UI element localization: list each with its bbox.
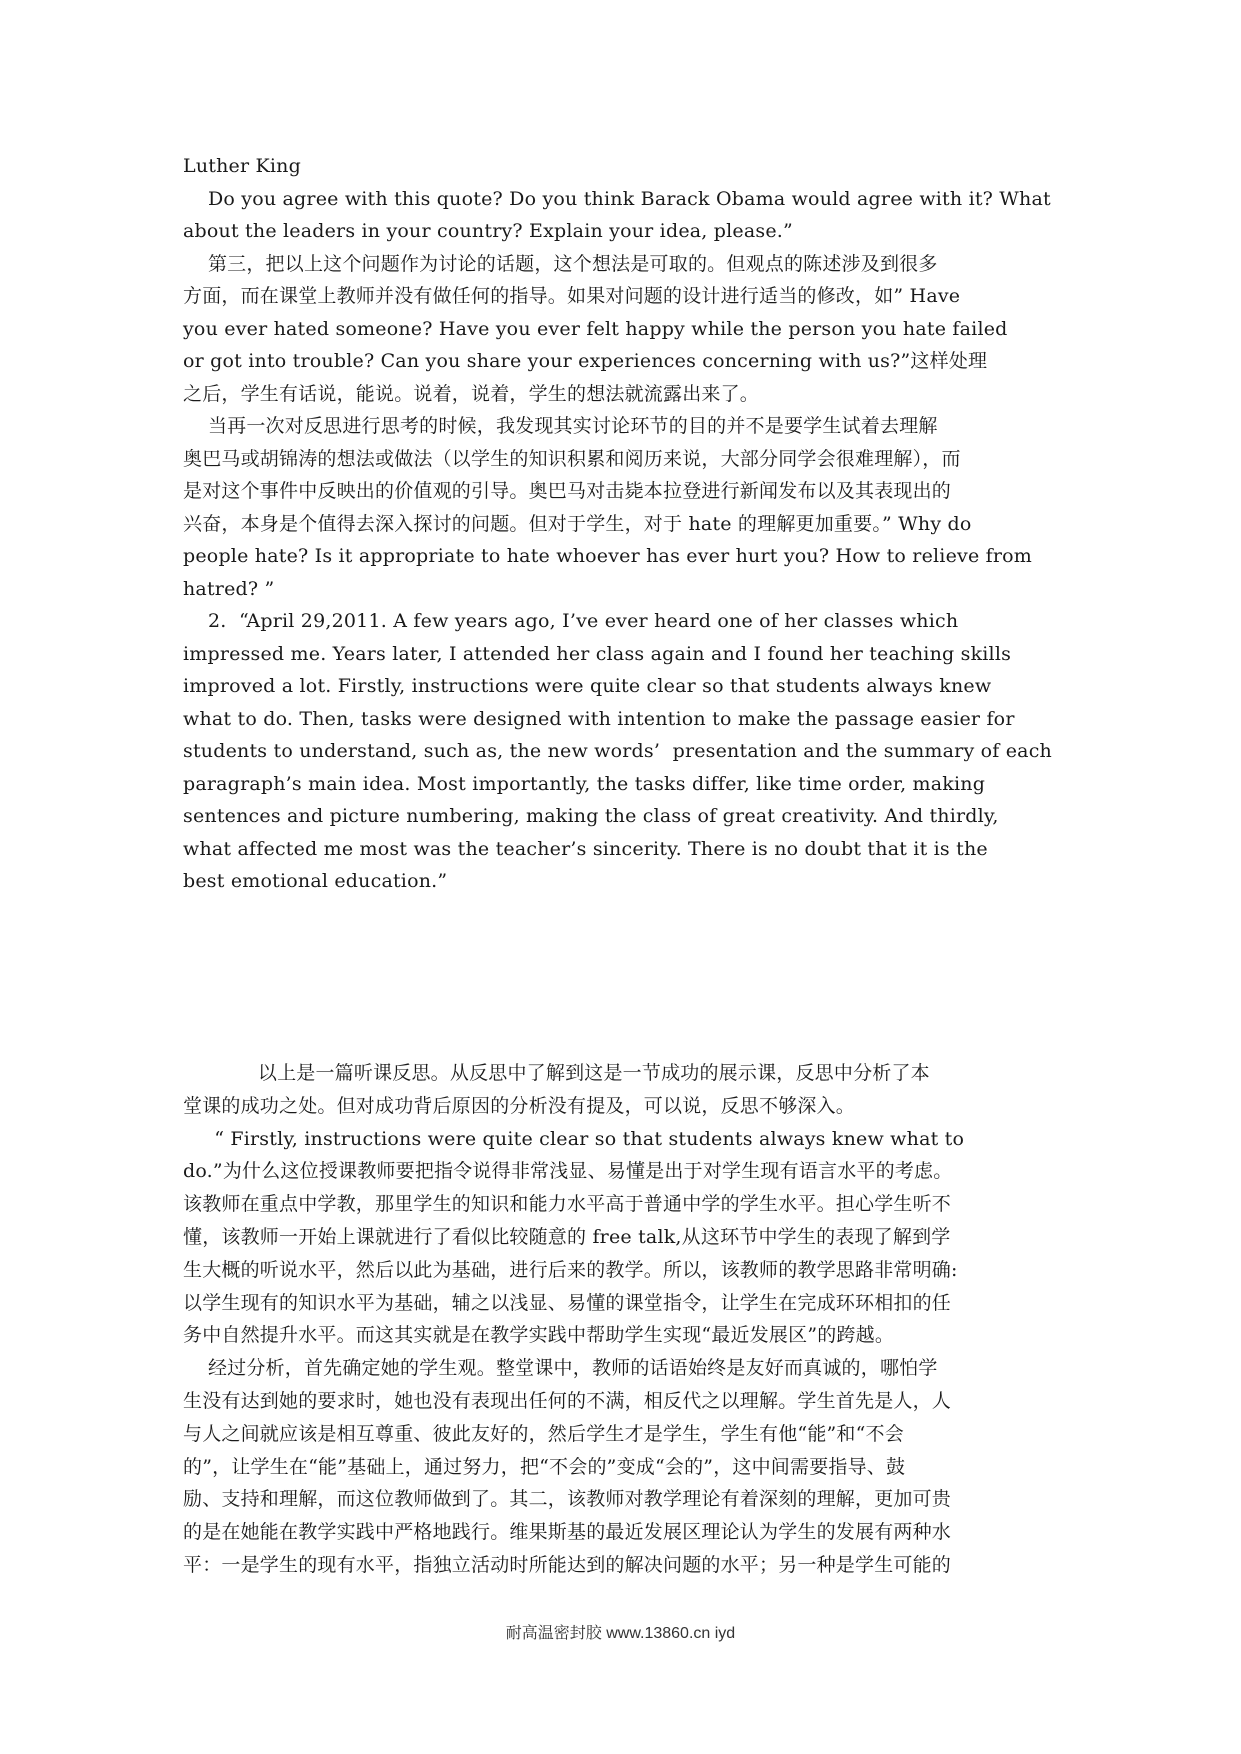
text-line: improved a lot. Firstly, instructions were quite clear so that students always knew — [183, 675, 992, 697]
text-line: sentences and picture numbering, making the class of great creativity. And thirdly, — [183, 805, 999, 827]
text-line: 务中自然提升水平。而这其实就是在教学实践中帮助学生实现“最近发展区”的跨越。 — [183, 1324, 895, 1347]
text-line: what affected me most was the teacher’s sincerity. There is no doubt that it is the — [183, 837, 988, 860]
text-line: 该教师在重点中学教，那里学生的知识和能力水平高于普通中学的学生水平。担心学生听不 — [183, 1193, 952, 1216]
text-line: 生大概的听说水平，然后以此为基础，进行后来的教学。所以，该教师的教学思路非常明确: — [183, 1258, 958, 1281]
text-line: 2. “April 29,2011. A few years ago, I’ve ever heard one of her classes which — [183, 610, 959, 632]
text-line: impressed me. Years later, I attended her class again and I found her teaching skills — [183, 642, 1012, 665]
text-line: “ Firstly, instructions were quite clear so that students always knew what to — [183, 1127, 965, 1150]
text-line: 平：一是学生的现有水平，指独立活动时所能达到的解决问题的水平；另一种是学生可能的 — [183, 1553, 952, 1576]
text-line: Luther King — [183, 155, 301, 177]
text-line: or got into trouble? Can you share your experiences concerning with us?”这样处理 — [183, 350, 988, 372]
text-line: what to do. Then, tasks were designed with intention to make the passage easier for — [183, 707, 1015, 730]
text-block-top — [183, 150, 1113, 898]
text-line: 奥巴马或胡锦涛的想法或做法（以学生的知识积累和阅历来说，大部分同学会很难理解），而 — [183, 447, 961, 470]
text-line: paragraph’s main idea. Most importantly, the tasks differ, like time order, making — [183, 772, 986, 795]
text-line: 的”，让学生在“能”基础上，通过努力，把“不会的”变成“会的”，这中间需要指导、鼓 — [183, 1455, 906, 1478]
text-line: 生没有达到她的要求时，她也没有表现出任何的不满，相反代之以理解。学生首先是人，人 — [183, 1389, 952, 1412]
text-line: 兴奋，本身是个值得去深入探讨的问题。但对于学生，对于 hate 的理解更加重要。” Why do — [183, 512, 972, 535]
text-line: 经过分析，首先确定她的学生观。整堂课中，教师的话语始终是友好而真诚的，哪怕学 — [183, 1357, 938, 1380]
text-line: you ever hated someone? Have you ever felt happy while the person you hate failed — [183, 317, 1008, 340]
text-line: 堂课的成功之处。但对成功背后原因的分析没有提及，可以说，反思不够深入。 — [183, 1094, 856, 1117]
text-line: 是对这个事件中反映出的价值观的引导。奥巴马对击毙本拉登进行新闻发布以及其表现出的 — [183, 480, 952, 502]
text-line: best emotional education.” — [183, 870, 448, 892]
text-line: students to understand, such as, the new words’ presentation and the summary of each — [183, 740, 1052, 762]
text-line: 之后，学生有话说，能说。说着，说着，学生的想法就流露出来了。 — [183, 382, 760, 405]
text-line: 第三，把以上这个问题作为讨论的话题，这个想法是可取的。但观点的陈述涉及到很多 — [183, 252, 938, 275]
text-line: 与人之间就应该是相互尊重、彼此友好的，然后学生才是学生，学生有他“能”和“不会 — [183, 1422, 904, 1445]
text-line: hatred? ” — [183, 577, 275, 600]
text-line: 以学生现有的知识水平为基础，辅之以浅显、易懂的课堂指令，让学生在完成环环相扣的任 — [183, 1291, 952, 1314]
text-line: Do you agree with this quote? Do you think Barack Obama would agree with it? What — [183, 187, 1051, 210]
text-line: about the leaders in your country? Explain your idea, please.” — [183, 220, 793, 242]
footer-watermark: 耐高温密封胶 www.13860.cn iyd — [505, 1625, 736, 1642]
text-line: 以上是一篇听课反思。从反思中了解到这是一节成功的展示课，反思中分析了本 — [183, 1062, 930, 1084]
text-block-bottom — [183, 1057, 1113, 1582]
text-line: 励、支持和理解，而这位教师做到了。其二，该教师对教学理论有着深刻的理解，更加可贵 — [183, 1488, 952, 1511]
text-line: 懂，该教师一开始上课就进行了看似比较随意的 free talk,从这环节中学生的表现了解到学 — [183, 1225, 951, 1248]
text-line: 方面，而在课堂上教师并没有做任何的指导。如果对问题的设计进行适当的修改，如” Have — [183, 285, 961, 307]
text-line: 当再一次对反思进行思考的时候，我发现其实讨论环节的目的并不是要学生试着去理解 — [183, 415, 938, 437]
text-line: do.”为什么这位授课教师要把指令说得非常浅显、易懂是出于对学生现有语言水平的考虑。 — [183, 1160, 953, 1183]
text-line: people hate? Is it appropriate to hate whoever has ever hurt you? How to relieve from — [183, 545, 1033, 567]
text-line: 的是在她能在教学实践中严格地践行。维果斯基的最近发展区理论认为学生的发展有两种水 — [183, 1521, 952, 1544]
